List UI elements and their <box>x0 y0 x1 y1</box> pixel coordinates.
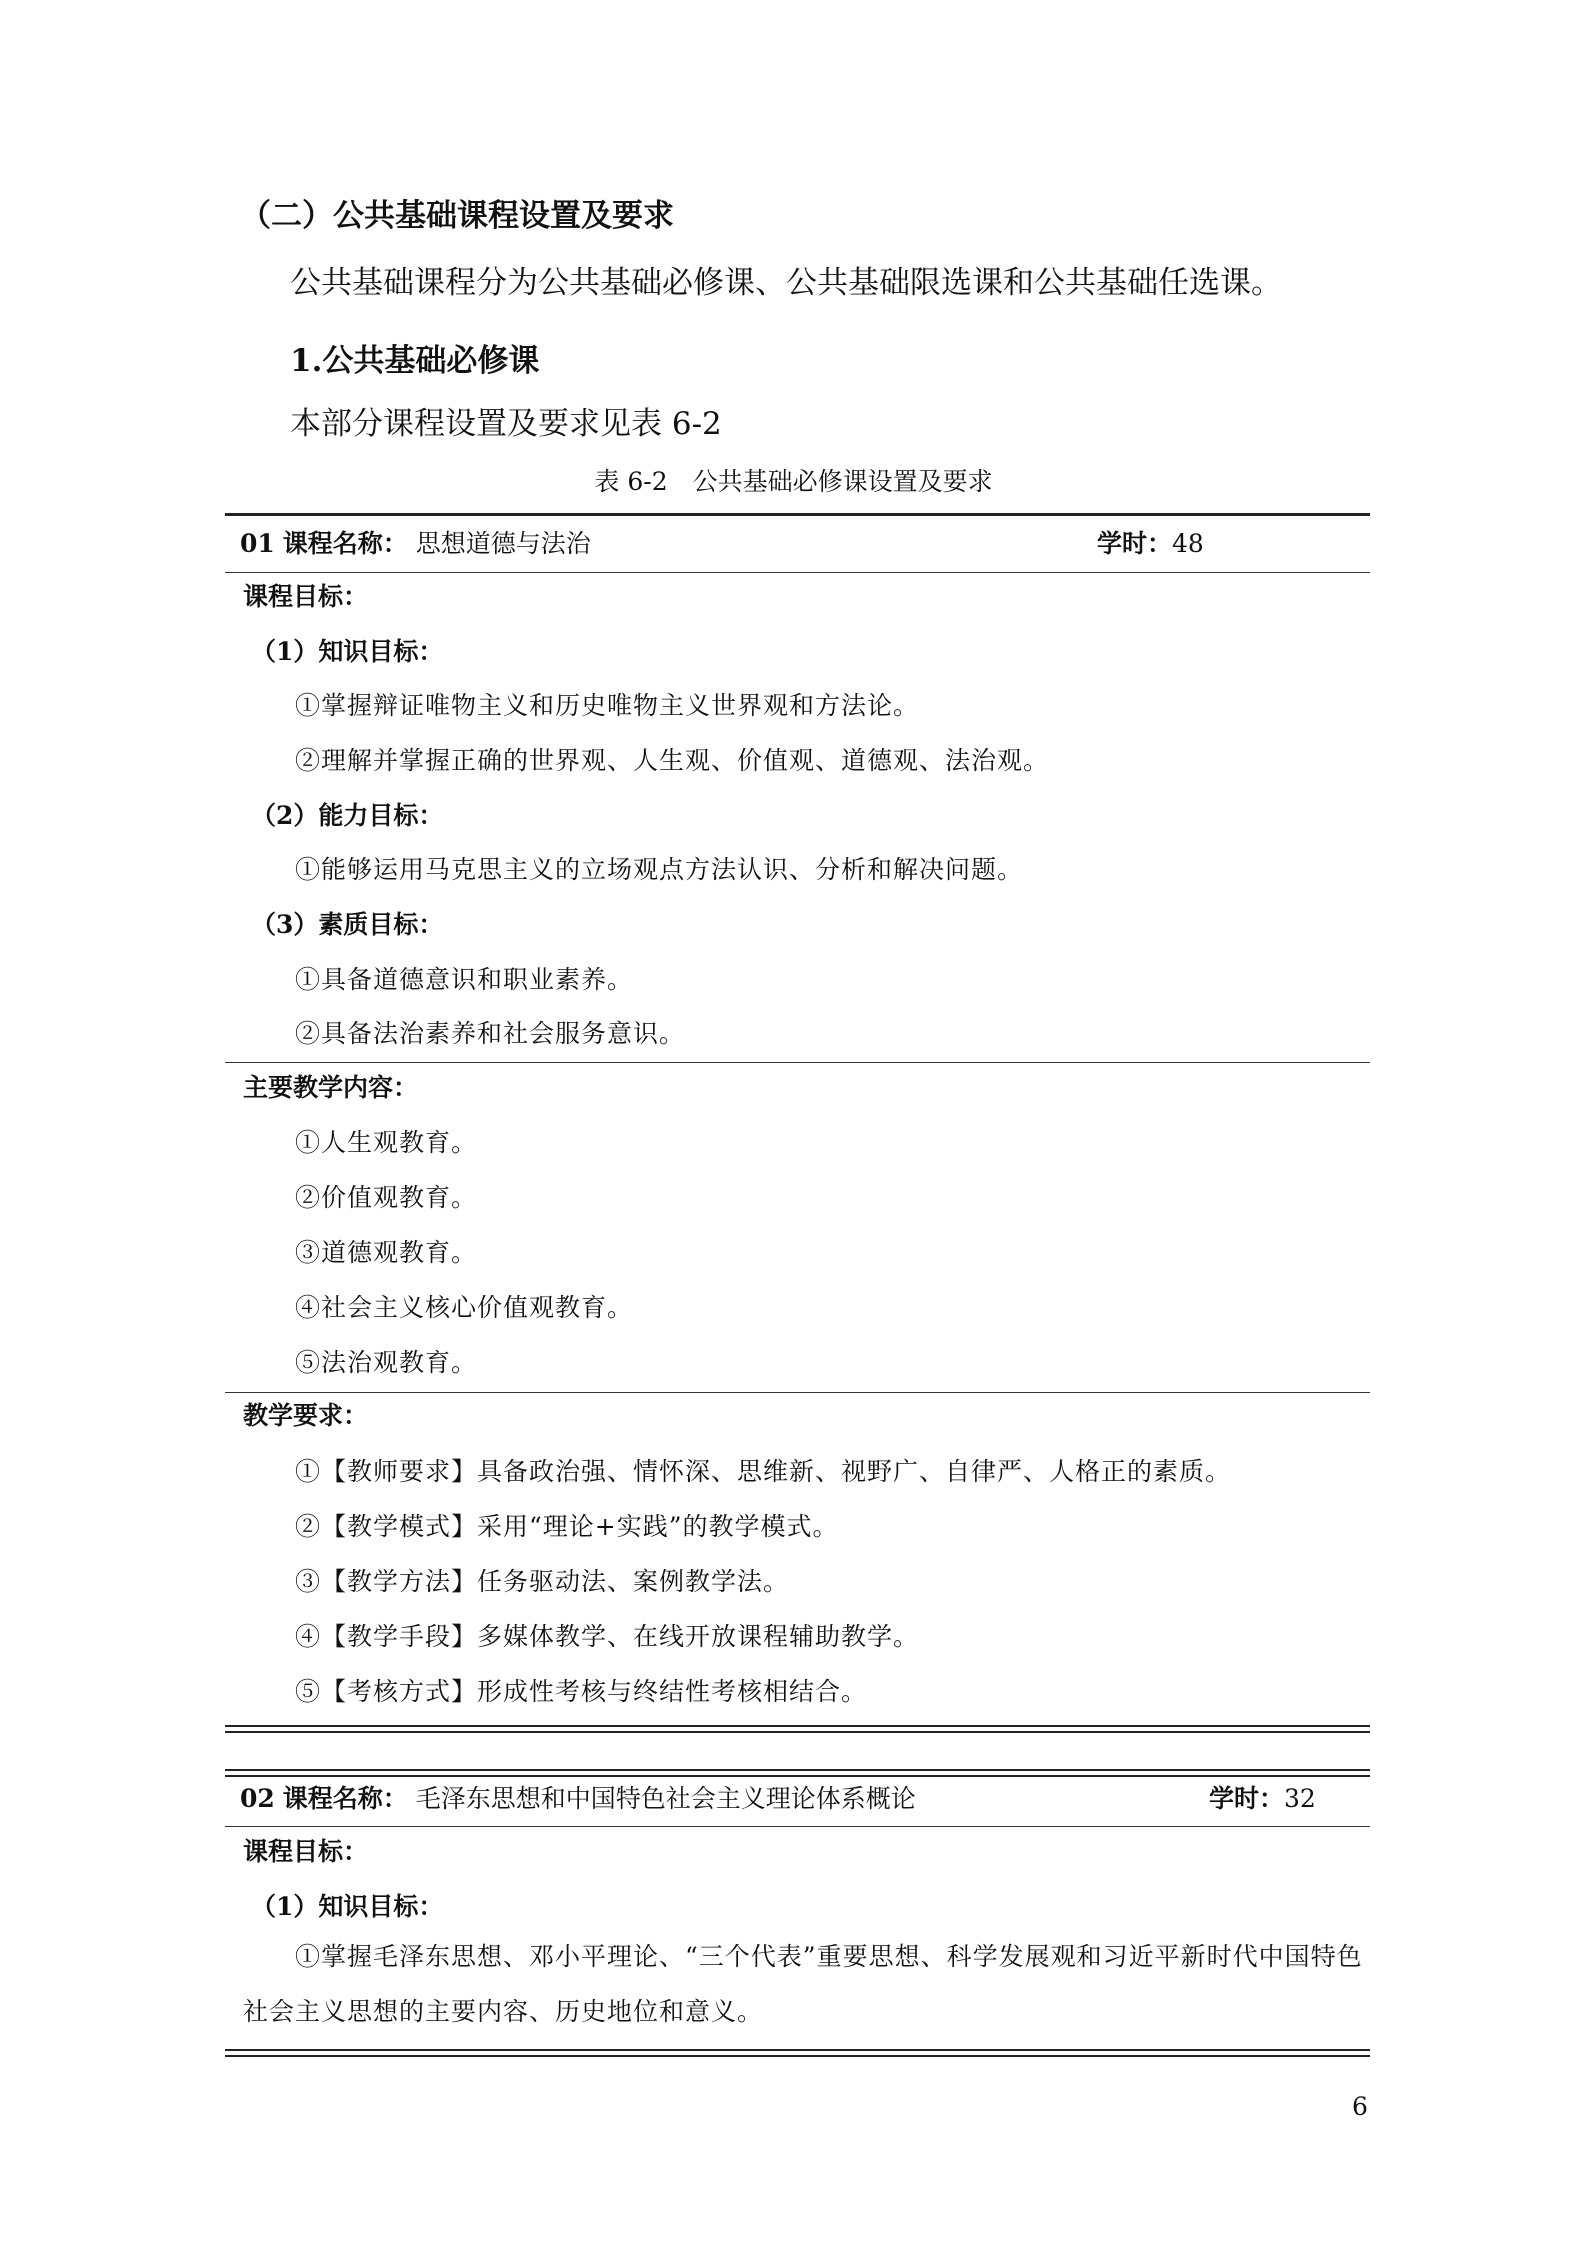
ability-item: ①能够运用马克思主义的立场观点方法认识、分析和解决问题。 <box>295 855 1024 884</box>
knowledge-item: ②理解并掌握正确的世界观、人生观、价值观、道德观、法治观。 <box>295 746 1050 775</box>
requirement-item: ③【教学方法】任务驱动法、案例教学法。 <box>295 1567 790 1596</box>
page-number: 6 <box>1352 2092 1368 2121</box>
requirement-item: ②【教学模式】采用“理论+实践”的教学模式。 <box>295 1512 839 1541</box>
knowledge-item: ①掌握辩证唯物主义和历史唯物主义世界观和方法论。 <box>295 691 920 720</box>
content-item: ①人生观教育。 <box>295 1128 478 1157</box>
content-item: ④社会主义核心价值观教育。 <box>295 1293 634 1322</box>
table-top-rule <box>225 513 1370 516</box>
course-hours <box>1097 524 1204 560</box>
table-top-rule <box>225 1769 1370 1777</box>
quality-item: ②具备法治素养和社会服务意识。 <box>295 1019 686 1048</box>
hours-value: 48 <box>1172 529 1204 558</box>
section-heading: （二）公共基础课程设置及要求 <box>240 198 674 234</box>
course-name-label: 课程名称： <box>282 1784 408 1813</box>
requirement-item: ④【教学手段】多媒体教学、在线开放课程辅助教学。 <box>295 1622 920 1651</box>
header-divider <box>225 572 1370 573</box>
knowledge-label: （1）知识目标： <box>251 637 444 666</box>
knowledge-item: ①掌握毛泽东思想、邓小平理论、“三个代表”重要思想、科学发展观和习近平新时代中国特色社会主义思想的主要内容、历史地位和意义。 <box>243 1942 1363 2026</box>
content-item: ⑤法治观教育。 <box>295 1348 478 1377</box>
course-hours <box>1209 1779 1316 1815</box>
hours-value: 32 <box>1284 1784 1316 1813</box>
requirements-label: 教学要求： <box>243 1401 369 1430</box>
table-bottom-rule <box>225 2049 1370 2057</box>
hours-label: 学时： <box>1097 529 1173 558</box>
requirement-item: ①【教师要求】具备政治强、情怀深、思维新、视野广、自律严、人格正的素质。 <box>295 1457 1232 1486</box>
course-table-01 <box>225 513 1370 1706</box>
content-item: ②价值观教育。 <box>295 1183 478 1212</box>
objectives-label: 课程目标： <box>243 582 369 611</box>
course-number: 02 <box>240 1784 275 1813</box>
course-header-row <box>240 1779 916 1815</box>
course-name-label: 课程名称： <box>282 529 408 558</box>
ability-label: （2）能力目标： <box>251 801 444 830</box>
objectives-label: 课程目标： <box>243 1837 369 1866</box>
course-number: 01 <box>240 529 275 558</box>
content-item: ③道德观教育。 <box>295 1238 478 1267</box>
content-label: 主要教学内容： <box>243 1073 419 1102</box>
table-caption: 表 6-2 公共基础必修课设置及要求 <box>594 467 993 496</box>
intro-paragraph: 公共基础课程分为公共基础必修课、公共基础限选课和公共基础任选课。 <box>290 265 1282 301</box>
requirement-item: ⑤【考核方式】形成性考核与终结性考核相结合。 <box>295 1677 868 1706</box>
content-divider <box>225 1062 1370 1063</box>
course-name: 毛泽东思想和中国特色社会主义理论体系概论 <box>415 1784 916 1813</box>
course-header-row <box>240 524 591 560</box>
knowledge-label: （1）知识目标： <box>251 1892 444 1921</box>
requirements-divider <box>225 1392 1370 1393</box>
subsection-heading: 1.公共基础必修课 <box>290 343 540 379</box>
reference-paragraph: 本部分课程设置及要求见表 6-2 <box>290 406 722 442</box>
quality-label: （3）素质目标： <box>251 910 444 939</box>
course-name: 思想道德与法治 <box>415 529 591 558</box>
quality-item: ①具备道德意识和职业素养。 <box>295 965 634 994</box>
hours-label: 学时： <box>1209 1784 1285 1813</box>
header-divider <box>225 1826 1370 1827</box>
table-bottom-rule <box>225 1725 1370 1733</box>
